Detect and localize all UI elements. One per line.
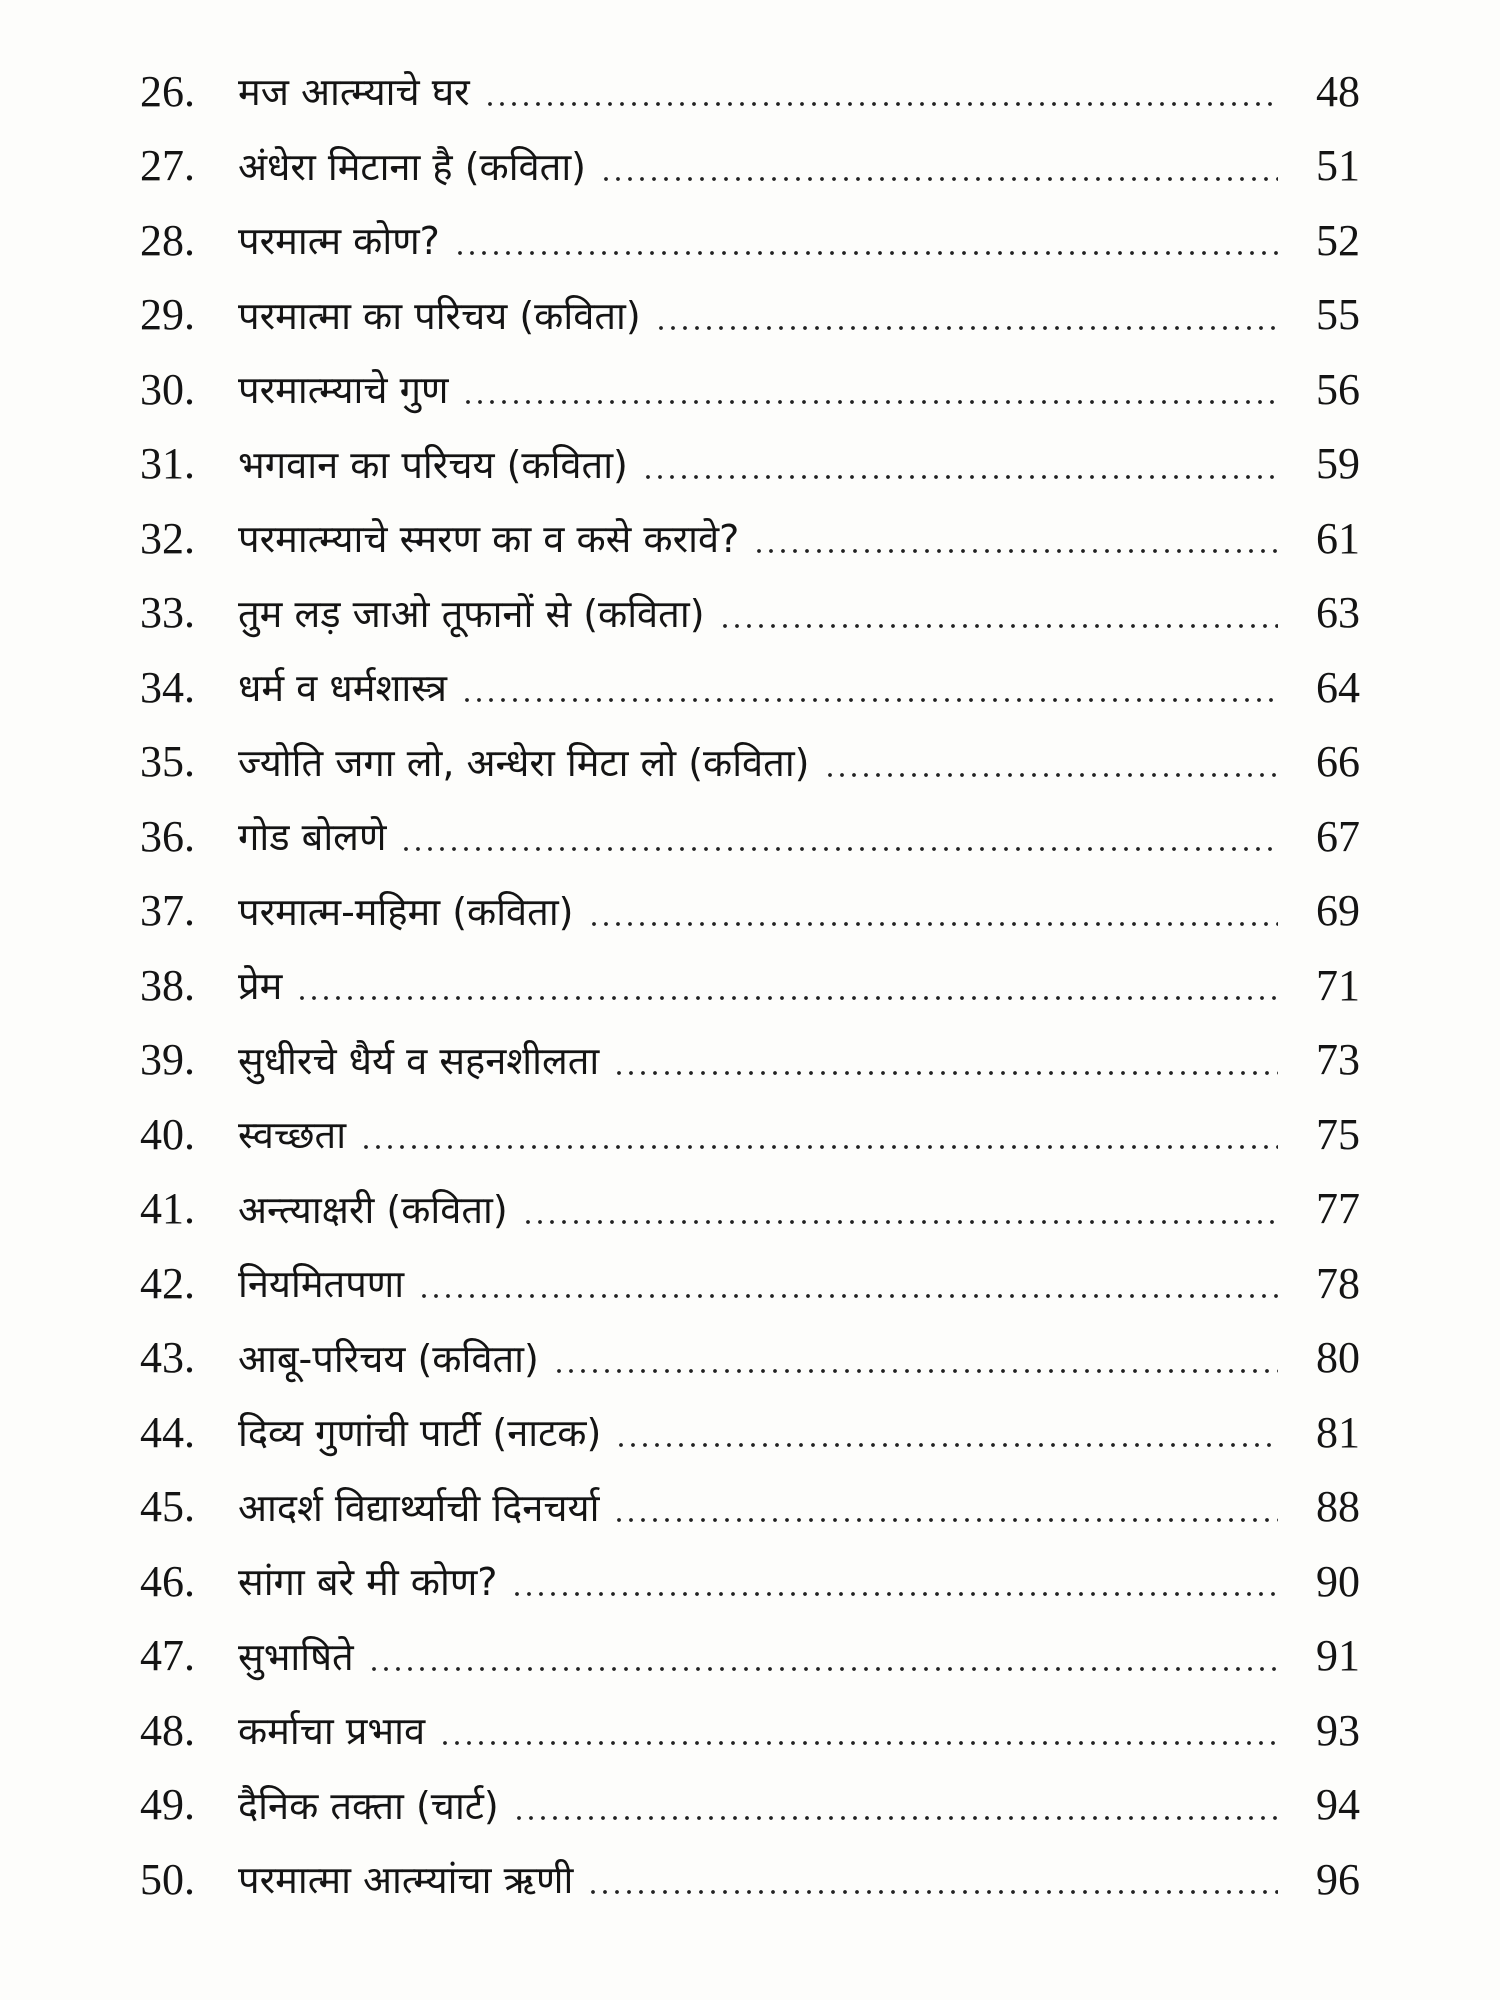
dot-leader [400, 799, 1278, 874]
dot-leader [587, 1842, 1278, 1917]
entry-page-number: 55 [1316, 290, 1360, 340]
entry-page-number: 75 [1316, 1109, 1360, 1159]
entry-title: तुम लड़ जाओ तूफानों से (कविता) [238, 591, 705, 636]
entry-page-number: 78 [1316, 1258, 1360, 1308]
entry-number: 41. [140, 1184, 195, 1234]
entry-page-number: 81 [1316, 1407, 1360, 1457]
toc-entry [140, 54, 1360, 129]
dot-leader [719, 576, 1278, 651]
dot-leader [613, 1470, 1278, 1545]
entry-page-number: 96 [1316, 1854, 1360, 1904]
entry-page-number: 88 [1316, 1482, 1360, 1532]
entry-page-number: 77 [1316, 1184, 1360, 1234]
entry-page-number: 48 [1316, 66, 1360, 116]
table-of-contents [140, 54, 1360, 1917]
entry-title: गोड बोलणे [238, 815, 387, 860]
toc-entry [140, 427, 1360, 502]
entry-number: 40. [140, 1109, 195, 1159]
entry-number: 47. [140, 1631, 195, 1681]
toc-entry [140, 576, 1360, 651]
entry-number: 35. [140, 737, 195, 787]
entry-title: स्वच्छता [238, 1113, 347, 1158]
entry-page-number: 66 [1316, 737, 1360, 787]
entry-page-number: 52 [1316, 215, 1360, 265]
entry-title: धर्म व धर्मशास्त्र [238, 666, 447, 711]
dot-leader [418, 1246, 1278, 1321]
entry-number: 50. [140, 1854, 195, 1904]
toc-entry [140, 501, 1360, 576]
toc-entry [140, 1693, 1360, 1768]
entry-title: परमात्म कोण? [238, 219, 440, 264]
entry-page-number: 80 [1316, 1333, 1360, 1383]
dot-leader [553, 1321, 1278, 1396]
entry-page-number: 59 [1316, 439, 1360, 489]
toc-entry [140, 874, 1360, 949]
entry-title: प्रेम [238, 964, 283, 1009]
dot-leader [600, 129, 1278, 204]
dot-leader [454, 203, 1278, 278]
entry-page-number: 94 [1316, 1780, 1360, 1830]
entry-page-number: 56 [1316, 364, 1360, 414]
entry-number: 32. [140, 513, 195, 563]
entry-page-number: 67 [1316, 811, 1360, 861]
dot-leader [461, 650, 1278, 725]
dot-leader [439, 1693, 1278, 1768]
entry-page-number: 71 [1316, 960, 1360, 1010]
entry-number: 27. [140, 141, 195, 191]
entry-number: 26. [140, 66, 195, 116]
entry-title: परमात्म्याचे गुण [238, 368, 449, 413]
toc-entry [140, 1097, 1360, 1172]
dot-leader [655, 278, 1278, 353]
entry-number: 34. [140, 662, 195, 712]
entry-number: 31. [140, 439, 195, 489]
toc-entry [140, 1023, 1360, 1098]
entry-number: 37. [140, 886, 195, 936]
entry-number: 29. [140, 290, 195, 340]
dot-leader [360, 1097, 1278, 1172]
toc-entry [140, 948, 1360, 1023]
dot-leader [588, 874, 1278, 949]
entry-title: सांगा बरे मी कोण? [238, 1560, 498, 1605]
entry-page-number: 64 [1316, 662, 1360, 712]
entry-page-number: 61 [1316, 513, 1360, 563]
entry-number: 43. [140, 1333, 195, 1383]
dot-leader [462, 352, 1278, 427]
toc-entry [140, 1842, 1360, 1917]
toc-entry [140, 352, 1360, 427]
entry-number: 45. [140, 1482, 195, 1532]
entry-title: मज आत्म्याचे घर [238, 70, 470, 115]
entry-number: 48. [140, 1705, 195, 1755]
entry-page-number: 93 [1316, 1705, 1360, 1755]
entry-title: सुभाषिते [238, 1634, 354, 1679]
toc-entry [140, 1172, 1360, 1247]
entry-number: 28. [140, 215, 195, 265]
toc-entry [140, 1321, 1360, 1396]
dot-leader [296, 948, 1278, 1023]
entry-number: 33. [140, 588, 195, 638]
dot-leader [642, 427, 1278, 502]
entry-title: दिव्य गुणांची पार्टी (नाटक) [238, 1411, 602, 1456]
entry-number: 39. [140, 1035, 195, 1085]
entry-number: 49. [140, 1780, 195, 1830]
toc-entry [140, 1544, 1360, 1619]
dot-leader [753, 501, 1278, 576]
entry-number: 36. [140, 811, 195, 861]
toc-entry [140, 278, 1360, 353]
entry-number: 44. [140, 1407, 195, 1457]
toc-entry [140, 1246, 1360, 1321]
dot-leader [513, 1768, 1278, 1843]
toc-entry [140, 203, 1360, 278]
entry-number: 30. [140, 364, 195, 414]
toc-entry [140, 1470, 1360, 1545]
entry-page-number: 63 [1316, 588, 1360, 638]
toc-entry [140, 650, 1360, 725]
entry-number: 42. [140, 1258, 195, 1308]
entry-title: नियमितपणा [238, 1262, 405, 1307]
entry-title: अन्त्याक्षरी (कविता) [238, 1187, 508, 1232]
toc-entry [140, 129, 1360, 204]
entry-page-number: 69 [1316, 886, 1360, 936]
entry-title: आबू-परिचय (कविता) [238, 1336, 539, 1381]
entry-title: दैनिक तक्ता (चार्ट) [238, 1783, 499, 1828]
entry-number: 38. [140, 960, 195, 1010]
dot-leader [615, 1395, 1278, 1470]
entry-title: आदर्श विद्यार्थ्याची दिनचर्या [238, 1485, 600, 1530]
entry-title: परमात्म-महिमा (कविता) [238, 889, 574, 934]
entry-title: सुधीरचे धैर्य व सहनशीलता [238, 1038, 600, 1083]
entry-page-number: 51 [1316, 141, 1360, 191]
entry-title: परमात्मा का परिचय (कविता) [238, 293, 641, 338]
dot-leader [824, 725, 1279, 800]
entry-title: ज्योति जगा लो, अन्धेरा मिटा लो (कविता) [238, 740, 810, 785]
dot-leader [613, 1023, 1278, 1098]
toc-entry [140, 1768, 1360, 1843]
toc-entry [140, 799, 1360, 874]
entry-page-number: 91 [1316, 1631, 1360, 1681]
entry-title: परमात्मा आत्म्यांचा ऋणी [238, 1858, 574, 1903]
toc-entry [140, 1619, 1360, 1694]
entry-page-number: 73 [1316, 1035, 1360, 1085]
dot-leader [484, 54, 1278, 129]
entry-title: अंधेरा मिटाना है (कविता) [238, 144, 587, 189]
dot-leader [368, 1619, 1278, 1694]
entry-title: परमात्म्याचे स्मरण का व कसे करावे? [238, 517, 740, 562]
entry-page-number: 90 [1316, 1556, 1360, 1606]
entry-title: भगवान का परिचय (कविता) [238, 442, 628, 487]
entry-number: 46. [140, 1556, 195, 1606]
toc-entry [140, 1395, 1360, 1470]
entry-title: कर्माचा प्रभाव [238, 1709, 426, 1754]
dot-leader [522, 1172, 1278, 1247]
dot-leader [511, 1544, 1278, 1619]
toc-entry [140, 725, 1360, 800]
